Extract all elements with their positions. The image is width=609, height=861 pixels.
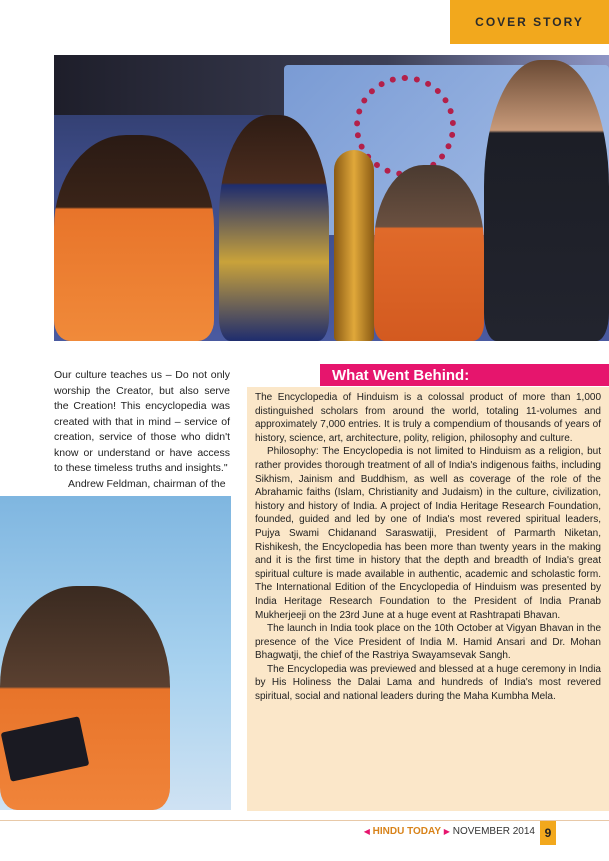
- left-paragraph-1: Our culture teaches us – Do not only worship the Creator, but also serve the Creation! This encyclopedia was created with that in mind – service of creation, service of those who didn't know or understand or have access to these timeless truths and insights.": [54, 369, 230, 474]
- figure-woman-sari: [219, 115, 329, 341]
- figure-woman-orange: [54, 135, 214, 341]
- sidebar-heading: What Went Behind:: [320, 364, 609, 386]
- sidebar-paragraph-2: Philosophy: The Encyclopedia is not limited to Hinduism as a religion, but rather provides thorough treatment of all of India's indigenous faiths, including Sikhism, Jainism and Buddhism, as well as coverage of the role of the Abrahamic faiths (Islam, Christianity and Judaism) in the culture, civilization, history and history of India. A project of India Heritage Research Foundation, founded, guided and led by one of India's most revered spiritual leaders, Pujya Swami Chidanand Saraswatiji, President of Parmarth Niketan, Rishikesh, the Encyclopedia has been more than twenty years in the making and it is the first time in history that the depth and breadth of India's great spiritual culture is made available in authentic, academic and scholastic form. The International Edition of the Encyclopedia of Hinduism was presented by India Heritage Research Foundation to the President of India Pranab Mukherjeeji on the 23rd June at a huge event at Rashtrapati Bhavan.: [255, 446, 601, 621]
- page-number: 9: [540, 821, 556, 845]
- sidebar-box: [247, 387, 609, 811]
- figure-swami: [374, 165, 484, 341]
- left-paragraph-2: Andrew Feldman, chairman of the: [68, 477, 226, 490]
- figure-man-suit: [484, 60, 609, 341]
- brass-lamp: [334, 150, 374, 341]
- sidebar-paragraph-3: The launch in India took place on the 10th October at Vigyan Bhavan in the presence of the Vice President of India M. Hamid Ansari and Dr. Mohan Bhagwatji, the chief of the Rastriya Swayamsevak Sangh.: [255, 623, 601, 662]
- issue-date: NOVEMBER 2014: [452, 826, 535, 837]
- section-tab: COVER STORY: [450, 0, 609, 44]
- left-column-text: [54, 368, 230, 492]
- sidebar-paragraph-4: The Encyclopedia was previewed and blessed at a huge ceremony in India by His Holiness the Dalai Lama and hundreds of India's most revered spiritual, social and national leaders during the Maha Kumbha Mela.: [255, 663, 601, 703]
- lamp-lighting-photo: [54, 55, 609, 341]
- triangle-left-icon: ◀: [363, 827, 370, 836]
- footer-publication: [364, 826, 535, 837]
- sidebar-paragraph-1: The Encyclopedia of Hinduism is a colossal product of more than 1,000 distinguished scholars from around the world, totaling 11-volumes and approximately 7,000 entries. It is truly a compendium of thousands of years of history, science, art, architecture, polity, religion, philosophy and culture.: [255, 392, 601, 444]
- triangle-right-icon: ▶: [443, 827, 450, 836]
- swami-portrait-photo: [0, 496, 231, 810]
- page-footer: [0, 820, 609, 847]
- publication-name: HINDU TODAY: [372, 826, 442, 837]
